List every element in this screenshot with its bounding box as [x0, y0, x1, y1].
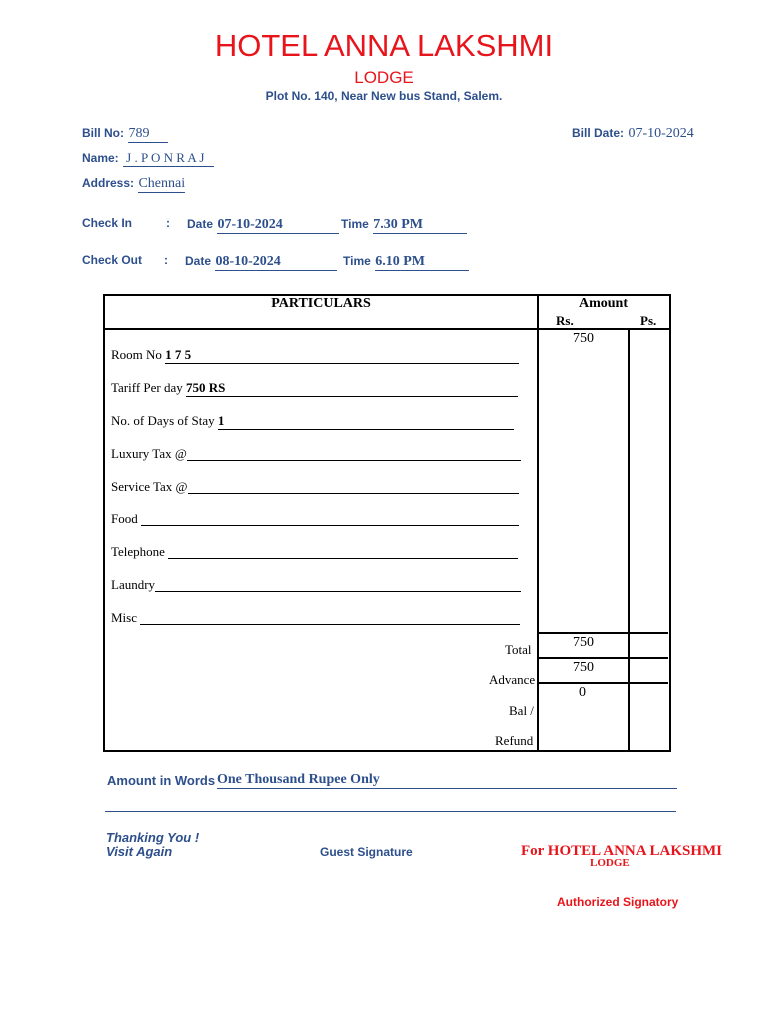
- row-telephone-label: Telephone: [111, 544, 165, 559]
- checkin-label: Check In: [82, 216, 133, 230]
- row-food-label: Food: [111, 511, 138, 526]
- total-value: 750: [573, 635, 594, 650]
- row-tariff: [111, 380, 518, 397]
- row-misc-value: [140, 610, 520, 625]
- advance-label: Advance: [489, 672, 536, 687]
- checkin-date-label: Date: [187, 217, 214, 231]
- for-hotel: For HOTEL ANNA LAKSHMI: [521, 843, 723, 859]
- advance-top-line: [538, 657, 668, 659]
- row-room-no: [111, 347, 519, 364]
- hotel-address: Plot No. 140, Near New bus Stand, Salem.: [265, 89, 503, 103]
- name-label: Name:: [82, 151, 119, 165]
- row-luxury-tax-value: [187, 446, 521, 461]
- hotel-subtitle: LODGE: [354, 68, 414, 87]
- balance-top-line: [538, 682, 668, 684]
- name-field: [82, 149, 214, 167]
- room-amount: 750: [573, 331, 594, 346]
- row-laundry-label: Laundry: [111, 577, 156, 592]
- row-telephone: [111, 544, 518, 560]
- balance-value: 0: [579, 685, 586, 700]
- checkin-date-field: [187, 215, 339, 234]
- guest-signature: Guest Signature: [320, 845, 413, 859]
- row-service-tax: [111, 479, 519, 495]
- row-tariff-value: 750 RS: [186, 380, 518, 397]
- bill-date-value: 07-10-2024: [628, 126, 694, 141]
- checkin-time-value: 7.30 PM: [373, 217, 467, 234]
- checkout-date-label: Date: [185, 254, 212, 268]
- address-label: Address:: [82, 176, 135, 190]
- rs-header: Rs.: [556, 313, 574, 328]
- bill-no-value: 789: [128, 126, 168, 143]
- row-days-stay: [111, 413, 514, 430]
- thanks-line1: Thanking You !: [106, 830, 200, 845]
- row-food-value: [141, 511, 519, 526]
- bill-no-field: [82, 124, 168, 143]
- total-top-line: [538, 632, 668, 634]
- row-service-tax-value: [188, 479, 519, 494]
- advance-value: 750: [573, 660, 594, 675]
- amount-words-value: One Thousand Rupee Only: [217, 772, 677, 789]
- checkout-time-field: [343, 252, 469, 271]
- row-luxury-tax-label: Luxury Tax @: [111, 446, 187, 461]
- checkin-time-field: [341, 215, 467, 234]
- amount-header: Amount: [578, 296, 628, 311]
- balance-label: Bal /: [509, 703, 534, 718]
- address-field: [82, 174, 185, 193]
- hotel-name: HOTEL ANNA LAKSHMI: [214, 28, 554, 63]
- total-label: Total: [505, 642, 532, 657]
- row-misc: [111, 610, 520, 626]
- checkout-time-value: 6.10 PM: [375, 254, 469, 271]
- checkin-colon: :: [166, 216, 170, 230]
- row-laundry: [111, 577, 521, 593]
- authorized-signatory: Authorized Signatory: [557, 895, 679, 909]
- bill-date-field: [572, 124, 694, 142]
- checkout-time-label: Time: [343, 254, 371, 268]
- refund-label: Refund: [495, 733, 534, 748]
- row-days-stay-value: 1: [218, 413, 514, 430]
- row-food: [111, 511, 519, 527]
- particulars-header: PARTICULARS: [271, 296, 371, 311]
- checkout-date-field: [185, 252, 337, 271]
- row-room-no-value: 1 7 5: [165, 347, 519, 364]
- checkout-colon: :: [164, 253, 168, 267]
- row-room-no-label: Room No: [111, 347, 162, 362]
- row-telephone-value: [168, 544, 518, 559]
- ps-header: Ps.: [640, 313, 657, 328]
- row-days-stay-label: No. of Days of Stay: [111, 413, 215, 428]
- checkout-date-value: 08-10-2024: [215, 254, 337, 271]
- row-tariff-label: Tariff Per day: [111, 380, 183, 395]
- bill-no-label: Bill No:: [82, 126, 124, 140]
- row-luxury-tax: [111, 446, 521, 462]
- thanks-line2: Visit Again: [106, 844, 173, 859]
- checkin-time-label: Time: [341, 217, 369, 231]
- amount-words-label: Amount in Words: [107, 773, 216, 788]
- checkin-date-value: 07-10-2024: [217, 217, 339, 234]
- ps-column-divider: [628, 329, 630, 750]
- name-value: J . P O N R A J: [123, 150, 214, 167]
- address-value: Chennai: [138, 176, 186, 191]
- table-header-divider: [104, 328, 669, 330]
- amount-words-second-line: [105, 811, 676, 812]
- for-hotel-sub: LODGE: [590, 857, 630, 869]
- row-laundry-value: [155, 577, 521, 592]
- checkout-label: Check Out: [82, 253, 143, 267]
- bill-date-label: Bill Date:: [572, 126, 625, 140]
- row-service-tax-label: Service Tax @: [111, 479, 188, 494]
- row-misc-label: Misc: [111, 610, 137, 625]
